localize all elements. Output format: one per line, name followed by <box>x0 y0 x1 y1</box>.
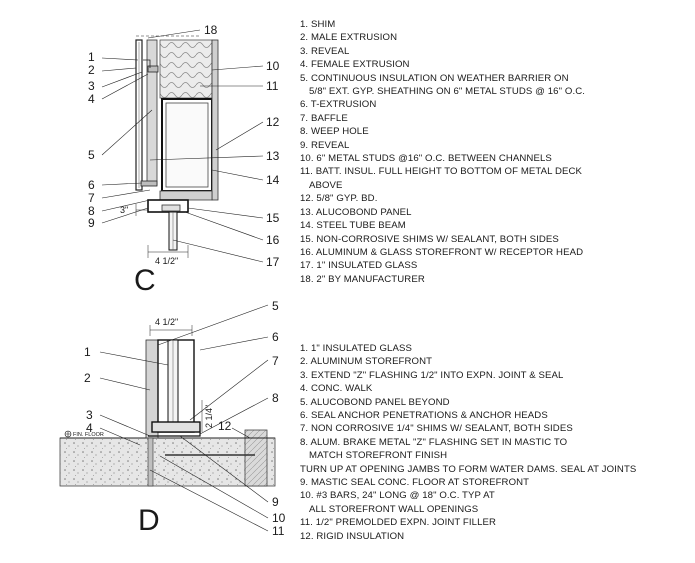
legend-text: 2" BY MANUFACTURER <box>316 273 425 285</box>
legend-item <box>300 246 585 259</box>
legend-text: 1/2" PREMOLDED EXPN. JOINT FILLER <box>315 517 497 529</box>
legend-number: 7. <box>300 112 309 124</box>
callout-c-9: 9 <box>88 216 95 230</box>
legend-number: 2. <box>300 356 309 368</box>
callout-d-3: 3 <box>86 408 93 422</box>
legend-item <box>300 342 636 355</box>
legend-item <box>300 98 585 111</box>
callout-c-3: 3 <box>88 79 95 93</box>
legend-text: NON CORROSIVE 1/4" SHIMS W/ SEALANT, BOTH SIDES <box>310 423 573 435</box>
legend-d <box>300 342 636 543</box>
callout-c-5: 5 <box>88 148 95 162</box>
legend-number: 1. <box>300 343 309 354</box>
legend-text: ALUMINUM STOREFRONT <box>310 356 433 368</box>
callout-d-5: 5 <box>272 299 279 313</box>
legend-text: ABOVE <box>309 179 343 191</box>
legend-number: 18. <box>300 273 314 285</box>
legend-item <box>300 422 636 435</box>
legend-item <box>300 530 636 543</box>
legend-number: 16. <box>300 246 314 258</box>
legend-text: 1" INSULATED GLASS <box>316 260 418 272</box>
legend-item <box>300 355 636 368</box>
callout-c-18: 18 <box>204 23 218 37</box>
callout-d-12: 12 <box>218 419 232 433</box>
legend-text: 5/8" GYP. BD. <box>316 193 378 205</box>
legend-item <box>300 31 585 44</box>
legend-number: 7. <box>300 423 309 435</box>
legend-number: 6. <box>300 99 309 111</box>
legend-item <box>300 72 585 85</box>
legend-item <box>300 436 636 449</box>
legend-number: 2. <box>300 32 309 44</box>
legend-number: 9. <box>300 477 309 489</box>
legend-number: 6. <box>300 410 309 422</box>
callout-c-4: 4 <box>88 92 95 106</box>
legend-text: CONC. WALK <box>310 383 373 395</box>
dim-d-4-half: 4 1/2" <box>155 317 179 327</box>
legend-item <box>300 503 636 516</box>
legend-text: MALE EXTRUSION <box>310 32 398 44</box>
legend-item <box>300 449 636 462</box>
legend-number: 14. <box>300 220 314 232</box>
callout-d-4: 4 <box>86 421 93 435</box>
legend-number: 3. <box>300 369 309 381</box>
legend-number: 12. <box>300 530 314 542</box>
legend-text: ALL STOREFRONT WALL OPENINGS <box>309 503 479 515</box>
legend-number: 10. <box>300 490 314 502</box>
callout-d-10: 10 <box>272 511 286 525</box>
legend-number: 15. <box>300 233 314 245</box>
callout-c-7: 7 <box>88 191 95 205</box>
legend-text: #3 BARS, 24" LONG @ 18" O.C. TYP AT <box>316 490 495 502</box>
legend-text: BAFFLE <box>310 112 348 124</box>
legend-number: 5. <box>300 396 309 408</box>
legend-text: CONTINUOUS INSULATION ON WEATHER BARRIER ON <box>310 72 569 84</box>
callout-c-8: 8 <box>88 204 95 218</box>
callout-d-9: 9 <box>272 495 279 509</box>
legend-text: 6" METAL STUDS @16" O.C. BETWEEN CHANNELS <box>316 153 552 165</box>
callout-c-10: 10 <box>266 59 280 73</box>
callout-c-11: 11 <box>266 79 279 93</box>
legend-c <box>300 18 585 286</box>
callout-d-2: 2 <box>84 371 91 385</box>
callout-c-1: 1 <box>88 50 95 64</box>
legend-text: TURN UP AT OPENING JAMBS TO FORM WATER DAMS. SEAL AT JOINTS <box>300 463 637 475</box>
legend-item <box>300 85 585 98</box>
legend-item <box>300 369 636 382</box>
legend-text: ALUCOBOND PANEL <box>315 206 412 218</box>
legend-text: ALUM. BRAKE METAL "Z" FLASHING SET IN MASTIC TO <box>310 436 568 448</box>
callout-c-2: 2 <box>88 63 95 77</box>
legend-item <box>300 206 585 219</box>
legend-text: MATCH STOREFRONT FINISH <box>309 450 448 462</box>
legend-text: REVEAL <box>310 45 350 57</box>
callout-c-13: 13 <box>266 149 280 163</box>
detail-d-letter: D <box>138 504 160 537</box>
legend-number: 8. <box>300 436 309 448</box>
dim-d-2-quarter: 2 1/4" <box>204 404 214 428</box>
legend-text: SHIM <box>310 19 336 30</box>
legend-text: NON-CORROSIVE SHIMS W/ SEALANT, BOTH SIDES <box>316 233 559 245</box>
legend-item <box>300 409 636 422</box>
callout-c-17: 17 <box>266 255 280 269</box>
legend-item <box>300 259 585 272</box>
legend-number: 3. <box>300 45 309 57</box>
legend-number: 13. <box>300 206 314 218</box>
legend-number: 11. <box>300 517 313 529</box>
legend-text: RIGID INSULATION <box>316 530 405 542</box>
legend-item <box>300 112 585 125</box>
legend-item <box>300 125 585 138</box>
legend-text: 5/8" EXT. GYP. SHEATHING ON 6" METAL STUDS @ 16" O.C. <box>309 86 586 98</box>
callout-c-16: 16 <box>266 233 280 247</box>
legend-item <box>300 139 585 152</box>
detail-d-section <box>60 299 286 538</box>
legend-item <box>300 273 585 286</box>
legend-item <box>300 489 636 502</box>
dim-c-3in: 3" <box>120 205 129 215</box>
legend-text: EXTEND "Z" FLASHING 1/2" INTO EXPN. JOINT & SEAL <box>310 369 564 381</box>
legend-number: 8. <box>300 126 309 138</box>
callout-d-7: 7 <box>272 354 279 368</box>
callout-c-6: 6 <box>88 178 95 192</box>
callout-d-8: 8 <box>272 391 279 405</box>
legend-number: 4. <box>300 59 309 71</box>
legend-number: 5. <box>300 72 309 84</box>
legend-item <box>300 18 585 31</box>
legend-text: STEEL TUBE BEAM <box>316 220 406 232</box>
legend-item <box>300 516 636 529</box>
legend-text: REVEAL <box>310 139 350 151</box>
legend-item <box>300 476 636 489</box>
legend-text: MASTIC SEAL CONC. FLOOR AT STOREFRONT <box>310 477 530 489</box>
legend-number: 4. <box>300 383 309 395</box>
legend-text: T-EXTRUSION <box>310 99 377 111</box>
legend-item <box>300 45 585 58</box>
legend-number: 9. <box>300 139 309 151</box>
dim-c-4-half: 4 1/2" <box>155 256 179 266</box>
legend-item <box>300 233 585 246</box>
legend-item <box>300 165 585 178</box>
legend-number: 11. <box>300 166 313 178</box>
legend-item <box>300 58 585 71</box>
legend-number: 17. <box>300 260 314 272</box>
callout-d-1: 1 <box>84 345 91 359</box>
legend-item <box>300 179 585 192</box>
legend-number: 12. <box>300 193 314 205</box>
legend-item <box>300 192 585 205</box>
legend-text: SEAL ANCHOR PENETRATIONS & ANCHOR HEADS <box>310 410 548 422</box>
legend-number: 10. <box>300 153 314 165</box>
legend-text: WEEP HOLE <box>310 126 369 138</box>
legend-item <box>300 152 585 165</box>
legend-text: BATT. INSUL. FULL HEIGHT TO BOTTOM OF METAL DECK <box>315 166 583 178</box>
callout-c-15: 15 <box>266 211 280 225</box>
callout-c-14: 14 <box>266 173 280 187</box>
legend-text: ALUMINUM & GLASS STOREFRONT W/ RECEPTOR HEAD <box>315 246 584 258</box>
legend-text: ALUCOBOND PANEL BEYOND <box>310 396 450 408</box>
legend-item <box>300 396 636 409</box>
callout-d-11: 11 <box>272 524 285 538</box>
legend-item <box>300 463 636 476</box>
legend-number: 1. <box>300 19 309 30</box>
callout-d-6: 6 <box>272 330 279 344</box>
callout-c-12: 12 <box>266 115 280 129</box>
legend-text: 1" INSULATED GLASS <box>310 343 412 354</box>
legend-item <box>300 382 636 395</box>
legend-item <box>300 219 585 232</box>
legend-text: FEMALE EXTRUSION <box>310 59 410 71</box>
detail-c-letter: C <box>134 264 156 297</box>
detail-c-section <box>88 23 280 297</box>
fin-floor-label: FIN. FLOOR <box>73 432 104 438</box>
